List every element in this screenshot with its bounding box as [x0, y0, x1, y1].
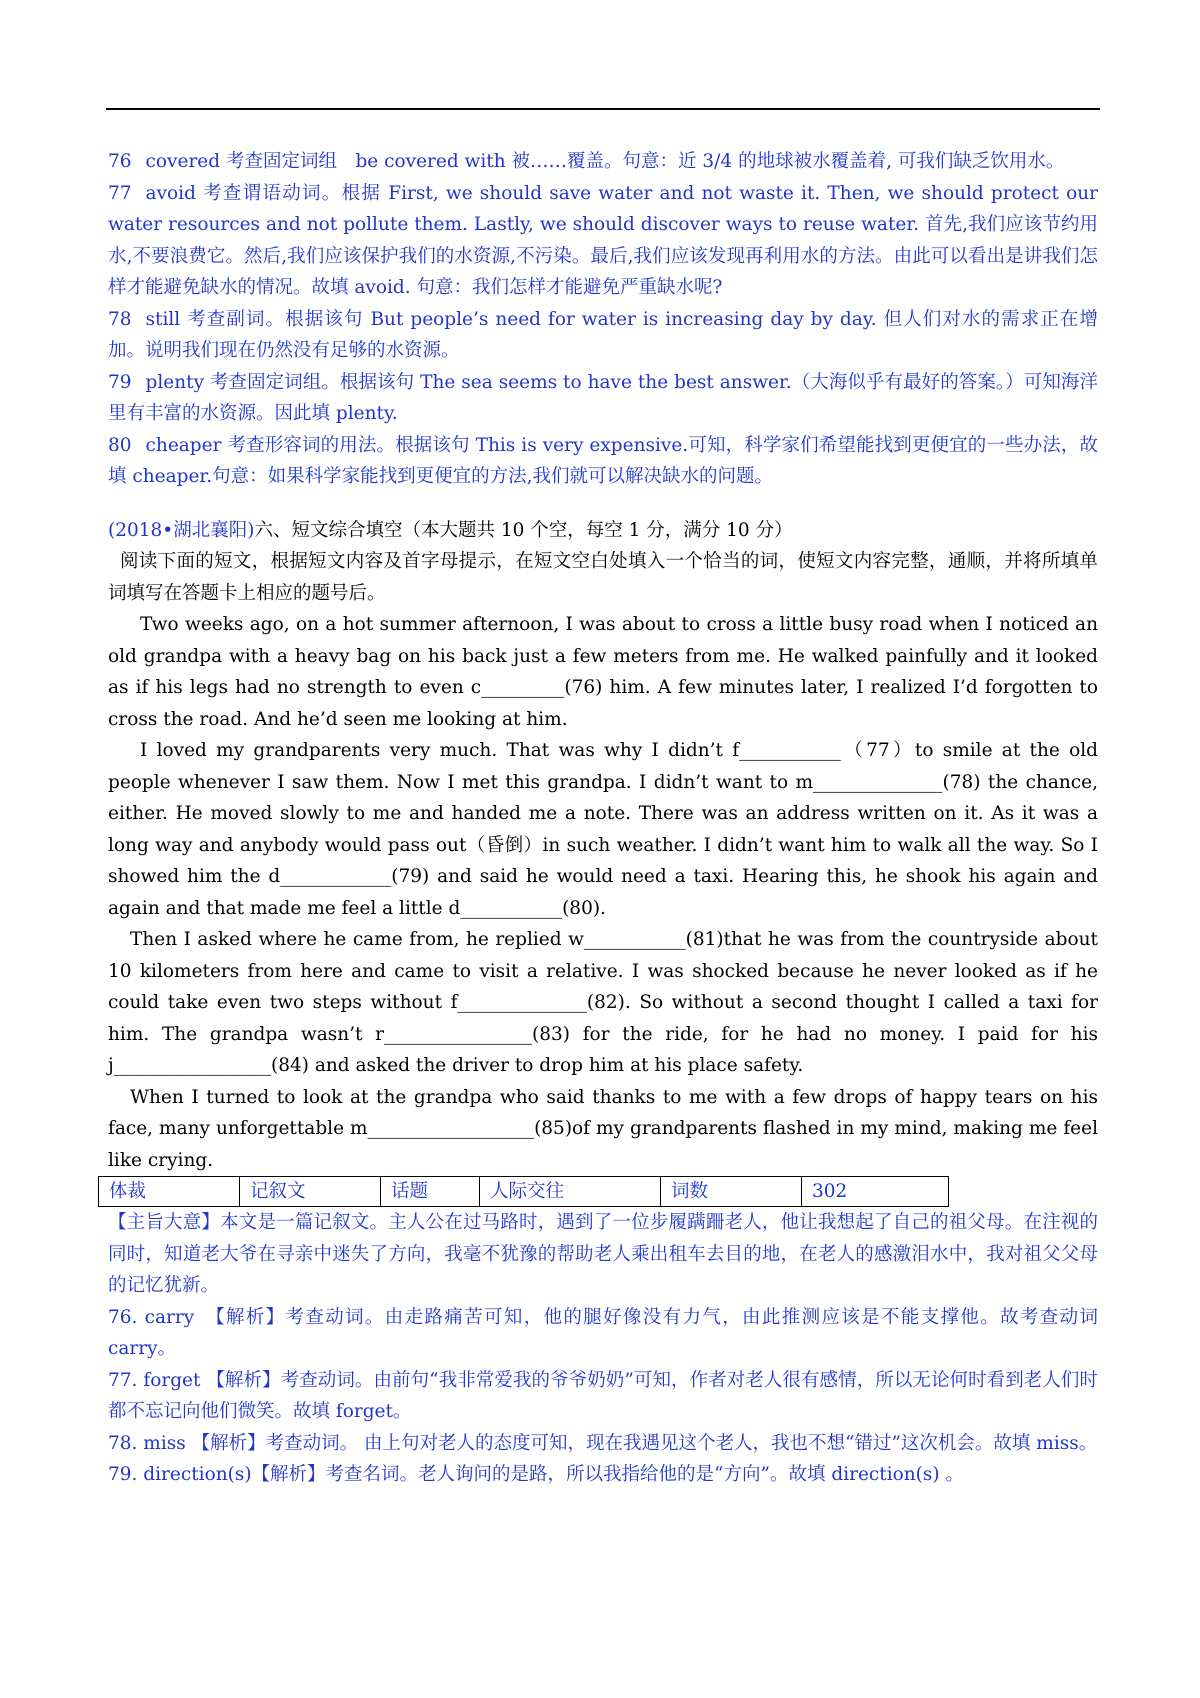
- passage-info-table: [98, 1176, 949, 1207]
- section-gap: [108, 493, 1098, 515]
- answer-number: 77: [108, 182, 132, 204]
- page-content: [108, 146, 1098, 1491]
- section-heading: [108, 515, 1098, 547]
- section-instruction: 阅读下面的短文，根据短文内容及首字母提示，在短文空白处填入一个恰当的词，使短文内容完整，通顺，并将所填单词填写在答题卡上相应的题号后。: [108, 551, 1098, 604]
- answer-explanation: 79. direction(s)【解析】考查名词。老人询问的是路，所以我指给他的是“方向”。故填 direction(s) 。: [108, 1464, 964, 1485]
- genre-label: 体裁: [99, 1177, 240, 1207]
- answer-item: [108, 430, 1098, 493]
- summary-paragraph: 【主旨大意】本文是一篇记叙文。主人公在过马路时，遇到了一位步履蹒跚老人，他让我想起了自己的祖父母。在注视的同时，知道老大爷在寻亲中迷失了方向，我毫不犹豫的帮助老人乘出租车去目的地，在老人的感激泪水中，我对祖父父母的记忆犹新。: [108, 1212, 1098, 1296]
- passage-paragraph: Two weeks ago, on a hot summer afternoon, I was about to cross a little busy road when I noticed an old grandpa with a heavy bag on his back just a few meters from me. He walked painfully and it looked as if his legs had no strength to even c_________(76) him. A few minutes later, I realized I’d forgotten to cross the road. And he’d seen me looking at him.: [108, 614, 1098, 730]
- answer-text: still 考查副词。根据该句 But people’s need for water is increasing day by day. 但人们对水的需求正在增加。说明我们现在仍然没有足够的水资源。: [108, 308, 1098, 361]
- answer-item: [108, 146, 1098, 178]
- info-row: [99, 1177, 949, 1207]
- answer-explanation: 76. carry 【解析】考查动词。由走路痛苦可知，他的腿好像没有力气，由此推测应该是不能支撑他。故考查动词 carry。: [108, 1306, 1098, 1359]
- topic-label: 话题: [381, 1177, 480, 1207]
- answer-number: 76: [108, 151, 132, 172]
- answer-item: [108, 367, 1098, 430]
- section-source: (2018•湖北襄阳): [108, 519, 255, 541]
- section-title: 六、短文综合填空（本大题共 10 个空，每空 1 分，满分 10 分）: [254, 519, 793, 541]
- answer-number: 79: [108, 371, 132, 393]
- new-answers: [108, 1302, 1098, 1491]
- word-count-label: 词数: [661, 1177, 802, 1207]
- topic-value: 人际交往: [480, 1177, 661, 1207]
- word-count-value: 302: [802, 1177, 949, 1207]
- answer-text: plenty 考查固定词组。根据该句 The sea seems to have the best answer.（大海似乎有最好的答案。）可知海洋里有丰富的水资源。因此填 plenty.: [108, 371, 1098, 424]
- answer-number: 78: [108, 308, 132, 330]
- genre-value: 记叙文: [240, 1177, 381, 1207]
- passage-paragraph: I loved my grandparents very much. That was why I didn’t f___________（77）to smile at the old people whenever I saw them. Now I met this grandpa. I didn’t want to m______________(78) the chance, either. He moved slowly to me and handed me a note. There was an address written on it. As it was a long way and anybody would pass out（昏倒）in such weather. I didn’t want him to walk all the way. So I showed him the d____________(79) and said he would need a taxi. Hearing this, he shook his again and again and that made me feel a little d___________(80).: [108, 740, 1098, 919]
- answer-explanation: 78. miss 【解析】考查动词。 由上句对老人的态度可知，现在我遇见这个老人，我也不想“错过”这次机会。故填 miss。: [108, 1432, 1098, 1454]
- answer-text: covered 考查固定词组 be covered with 被……覆盖。句意：近 3/4 的地球被水覆盖着, 可我们缺乏饮用水。: [145, 151, 1065, 172]
- answer-number: 80: [108, 434, 132, 456]
- answer-text: avoid 考查谓语动词。根据 First, we should save water and not waste it. Then, we should protect our water resources and not pollute them. Lastly, we should discover ways to reuse water. 首先,我们应该节约用水,不要浪费它。然后,我们应该保护我们的水资源,不污染。最后,我们应该发现再利用水的方法。由此可以看出是讲我们怎样才能避免缺水的情况。故填 avoid. 句意：我们怎样才能避免严重缺水呢?: [108, 182, 1098, 298]
- answer-text: cheaper 考查形容词的用法。根据该句 This is very expensive.可知，科学家们希望能找到更便宜的一些办法，故填 cheaper.句意：如果科学家能找到更便宜的方法,我们就可以解决缺水的问题。: [108, 434, 1098, 487]
- previous-answers: [108, 146, 1098, 493]
- header-rule: [106, 108, 1100, 110]
- answer-item: [108, 178, 1098, 304]
- passage-paragraph: Then I asked where he came from, he replied w___________(81)that he was from the countryside about 10 kilometers from here and came to visit a relative. I was shocked because he never looked as if he could take even two steps without f______________(82). So without a second thought I called a taxi for him. The grandpa wasn’t r________________(83) for the ride, for he had no money. I paid for his j_________________(84) and asked the driver to drop him at his place safety.: [108, 929, 1098, 1076]
- answer-explanation: 77. forget 【解析】考查动词。由前句“我非常爱我的爷爷奶奶”可知，作者对老人很有感情，所以无论何时看到老人们时都不忘记向他们微笑。故填 forget。: [108, 1369, 1098, 1422]
- passage-paragraph: When I turned to look at the grandpa who said thanks to me with a few drops of happy tears on his face, many unforgettable m__________________(85)of my grandparents flashed in my mind, making me feel like crying.: [108, 1086, 1098, 1171]
- answer-item: [108, 304, 1098, 367]
